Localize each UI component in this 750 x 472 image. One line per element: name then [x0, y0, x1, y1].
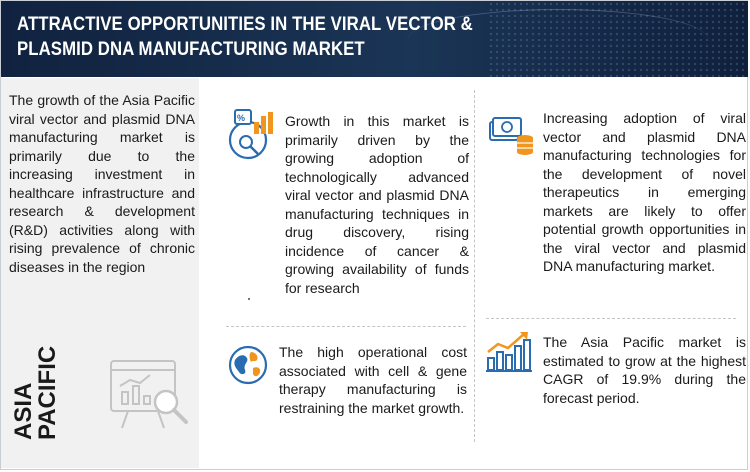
money-coins-icon — [487, 116, 535, 156]
svg-text:%: % — [237, 113, 246, 123]
row-divider-left — [226, 326, 466, 327]
region-description: The growth of the Asia Pacific viral vector and plasmid DNA manufacturing market is primarily due to the increasing investment in healthcare infrastructure and research & development (R&D) activities along with rising prevalence of chronic diseases in the region — [9, 92, 195, 275]
bar-chart-growth-icon — [484, 330, 534, 374]
chart-analysis-icon — [108, 356, 192, 436]
opportunity-text: Increasing adoption of viral vector and plasmid DNA manufacturing technologies for the development of novel therapeutics in emerging markets are likely to offer potential growth opportunities in the viral vector and plasmid DNA manufacturing market. — [543, 110, 746, 274]
column-divider — [474, 90, 475, 442]
region-label-line2: PACIFIC — [34, 345, 61, 440]
restraint-text: The high operational cost associated with cell & gene therapy manufacturing is restraining the market growth. — [279, 344, 467, 416]
region-label-line1: ASIA — [10, 382, 37, 440]
growth-analysis-icon — [228, 106, 280, 162]
page-title: ATTRACTIVE OPPORTUNITIES IN THE VIRAL VECTOR & PLASMID DNA MANUFACTURING MARKET — [17, 13, 473, 60]
stray-dot — [248, 298, 250, 300]
globe-icon — [227, 344, 269, 386]
header-banner — [1, 1, 748, 77]
cagr-text: The Asia Pacific market is estimated to grow at the highest CAGR of 19.9% during the forecast period. — [543, 334, 746, 406]
region-label — [12, 330, 60, 440]
row-divider-right — [486, 318, 736, 319]
driver-text: Growth in this market is primarily driven by the growing adoption of technologically advanced viral vector and plasmid DNA manufacturing techniques in drug discovery, rising incidence of cancer & growing availability of funds for research — [285, 113, 469, 296]
